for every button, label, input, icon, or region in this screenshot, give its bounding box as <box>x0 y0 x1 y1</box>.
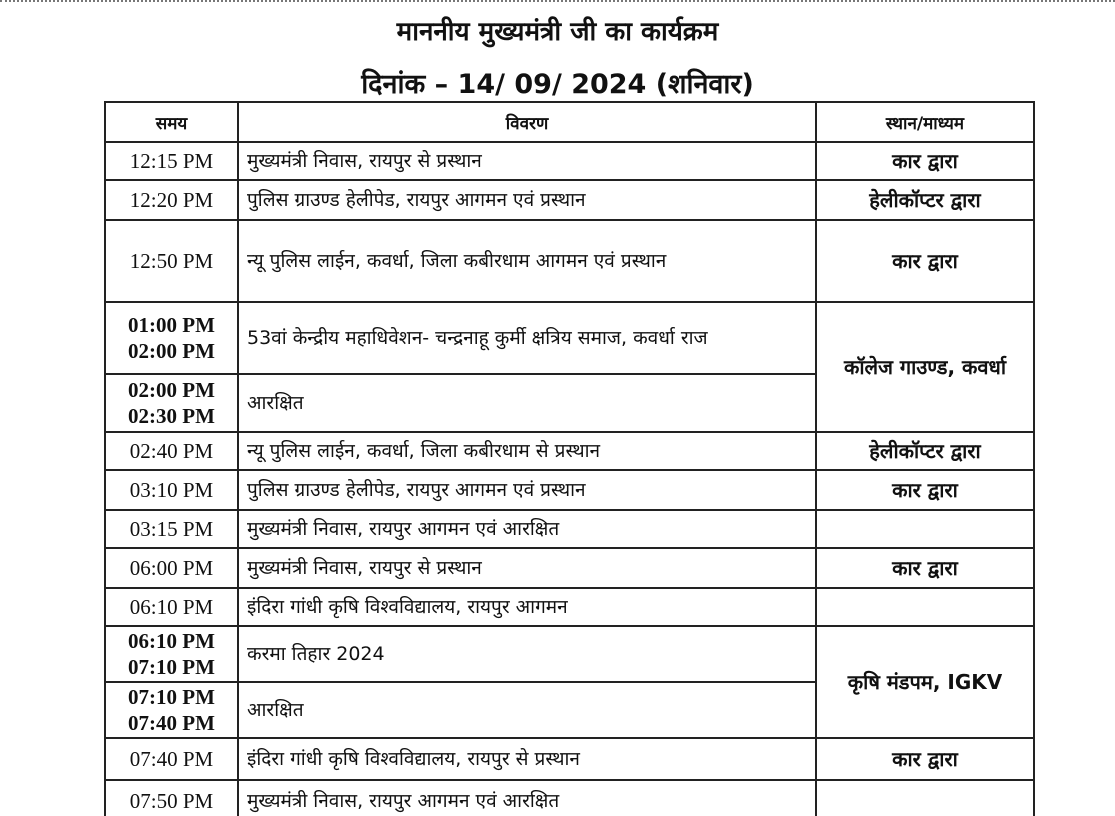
start-time: 06:10 PM <box>128 629 215 653</box>
table-row <box>105 142 1034 180</box>
time-cell: 12:20 PM <box>105 180 238 220</box>
table-row <box>105 302 1034 374</box>
place-cell: कार द्वारा <box>816 548 1034 588</box>
table-row <box>105 220 1034 302</box>
description-cell: मुख्यमंत्री निवास, रायपुर आगमन एवं आरक्षित <box>238 780 816 816</box>
time-cell: 06:10 PM <box>105 588 238 626</box>
place-cell <box>816 588 1034 626</box>
end-time: 02:30 PM <box>128 404 215 428</box>
place-cell: कॉलेज गाउण्ड, कवर्धा <box>816 302 1034 432</box>
table-row <box>105 510 1034 548</box>
place-cell: कार द्वारा <box>816 470 1034 510</box>
place-cell: कार द्वारा <box>816 142 1034 180</box>
description-cell: मुख्यमंत्री निवास, रायपुर से प्रस्थान <box>238 142 816 180</box>
page-title: माननीय मुख्यमंत्री जी का कार्यक्रम <box>396 17 719 47</box>
time-range-cell <box>105 374 238 432</box>
time-cell: 07:50 PM <box>105 780 238 816</box>
table-header-row <box>105 102 1034 142</box>
description-cell: पुलिस ग्राउण्ड हेलीपेड, रायपुर आगमन एवं प्रस्थान <box>238 180 816 220</box>
place-cell: कृषि मंडपम, IGKV <box>816 626 1034 738</box>
time-range-cell <box>105 682 238 738</box>
table-row <box>105 432 1034 470</box>
time-cell: 06:00 PM <box>105 548 238 588</box>
start-time: 07:10 PM <box>128 685 215 709</box>
description-cell: न्यू पुलिस लाईन, कवर्धा, जिला कबीरधाम आगमन एवं प्रस्थान <box>238 220 816 302</box>
top-dotted-border <box>0 0 1115 6</box>
table-row <box>105 738 1034 780</box>
table-row <box>105 588 1034 626</box>
table-row <box>105 180 1034 220</box>
place-cell: कार द्वारा <box>816 738 1034 780</box>
time-cell: 03:10 PM <box>105 470 238 510</box>
time-range-cell <box>105 626 238 682</box>
place-cell: हेलीकॉप्टर द्वारा <box>816 432 1034 470</box>
description-cell: पुलिस ग्राउण्ड हेलीपेड, रायपुर आगमन एवं प्रस्थान <box>238 470 816 510</box>
description-cell: मुख्यमंत्री निवास, रायपुर आगमन एवं आरक्षित <box>238 510 816 548</box>
table-row <box>105 626 1034 682</box>
description-cell: न्यू पुलिस लाईन, कवर्धा, जिला कबीरधाम से प्रस्थान <box>238 432 816 470</box>
description-cell: इंदिरा गांधी कृषि विश्वविद्यालय, रायपुर आगमन <box>238 588 816 626</box>
description-cell: आरक्षित <box>238 374 816 432</box>
place-cell: कार द्वारा <box>816 220 1034 302</box>
end-time: 07:10 PM <box>128 655 215 679</box>
column-header-time: समय <box>105 102 238 142</box>
description-cell: इंदिरा गांधी कृषि विश्वविद्यालय, रायपुर से प्रस्थान <box>238 738 816 780</box>
place-cell <box>816 510 1034 548</box>
schedule-table <box>104 101 1035 816</box>
end-time: 02:00 PM <box>128 339 215 363</box>
column-header-description: विवरण <box>238 102 816 142</box>
table-row <box>105 780 1034 816</box>
time-cell: 03:15 PM <box>105 510 238 548</box>
time-cell: 07:40 PM <box>105 738 238 780</box>
start-time: 01:00 PM <box>128 313 215 337</box>
time-cell: 12:50 PM <box>105 220 238 302</box>
end-time: 07:40 PM <box>128 711 215 735</box>
description-cell: आरक्षित <box>238 682 816 738</box>
time-cell: 12:15 PM <box>105 142 238 180</box>
table-row <box>105 548 1034 588</box>
date-line: दिनांक – 14/ 09/ 2024 (शनिवार) <box>361 69 754 100</box>
description-cell: 53वां केन्द्रीय महाधिवेशन- चन्द्रनाहू कुर्मी क्षत्रिय समाज, कवर्धा राज <box>238 302 816 374</box>
place-cell <box>816 780 1034 816</box>
column-header-place: स्थान/माध्यम <box>816 102 1034 142</box>
table-row <box>105 470 1034 510</box>
place-cell: हेलीकॉप्टर द्वारा <box>816 180 1034 220</box>
description-cell: मुख्यमंत्री निवास, रायपुर से प्रस्थान <box>238 548 816 588</box>
time-cell: 02:40 PM <box>105 432 238 470</box>
time-range-cell <box>105 302 238 374</box>
description-cell: करमा तिहार 2024 <box>238 626 816 682</box>
start-time: 02:00 PM <box>128 378 215 402</box>
